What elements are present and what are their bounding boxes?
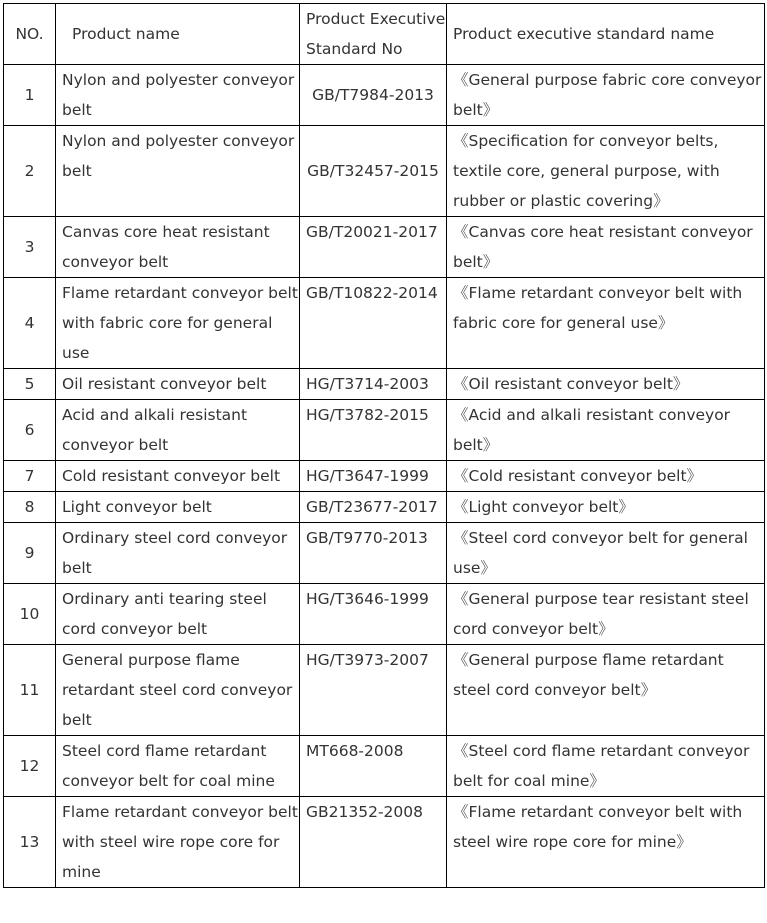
table-row — [4, 65, 765, 126]
row-no: 11 — [4, 645, 56, 736]
table-row — [4, 461, 765, 492]
row-no: 9 — [4, 523, 56, 584]
row-standard-name: 《Specification for conveyor belts, textile core, general purpose, with rubber or plastic covering》 — [447, 126, 765, 217]
row-standard-name: 《General purpose tear resistant steel cord conveyor belt》 — [447, 584, 765, 645]
row-no: 5 — [4, 369, 56, 400]
header-standard-name: Product executive standard name — [447, 4, 765, 65]
row-standard-no: MT668-2008 — [300, 736, 447, 797]
row-standard-name: 《General purpose fabric core conveyor belt》 — [447, 65, 765, 126]
row-standard-no: GB21352-2008 — [300, 797, 447, 888]
row-standard-name: 《Flame retardant conveyor belt with fabric core for general use》 — [447, 278, 765, 369]
header-product-name: Product name — [56, 4, 300, 65]
header-standard-no: Product Executive Standard No — [300, 4, 447, 65]
row-no: 12 — [4, 736, 56, 797]
row-standard-no: HG/T3973-2007 — [300, 645, 447, 736]
table-row — [4, 492, 765, 523]
row-product-name: General purpose flame retardant steel cord conveyor belt — [56, 645, 300, 736]
table-row — [4, 400, 765, 461]
row-no: 10 — [4, 584, 56, 645]
table-row — [4, 369, 765, 400]
row-product-name: Acid and alkali resistant conveyor belt — [56, 400, 300, 461]
row-standard-no: GB/T23677-2017 — [300, 492, 447, 523]
row-product-name: Canvas core heat resistant conveyor belt — [56, 217, 300, 278]
row-product-name: Ordinary anti tearing steel cord conveyor belt — [56, 584, 300, 645]
row-standard-no: GB/T32457-2015 — [300, 126, 447, 217]
table-row — [4, 278, 765, 369]
row-standard-no: GB/T20021-2017 — [300, 217, 447, 278]
row-product-name: Nylon and polyester conveyor belt — [56, 126, 300, 217]
row-standard-name: 《Light conveyor belt》 — [447, 492, 765, 523]
row-standard-no: HG/T3647-1999 — [300, 461, 447, 492]
row-standard-no: GB/T9770-2013 — [300, 523, 447, 584]
row-product-name: Flame retardant conveyor belt with steel wire rope core for mine — [56, 797, 300, 888]
standards-table — [3, 3, 765, 888]
row-product-name: Oil resistant conveyor belt — [56, 369, 300, 400]
row-product-name: Cold resistant conveyor belt — [56, 461, 300, 492]
row-standard-name: 《Flame retardant conveyor belt with steel wire rope core for mine》 — [447, 797, 765, 888]
row-standard-no: HG/T3714-2003 — [300, 369, 447, 400]
row-product-name: Ordinary steel cord conveyor belt — [56, 523, 300, 584]
row-no: 2 — [4, 126, 56, 217]
row-no: 13 — [4, 797, 56, 888]
row-standard-no: HG/T3646-1999 — [300, 584, 447, 645]
header-no: NO. — [4, 4, 56, 65]
row-standard-no: GB/T7984-2013 — [300, 65, 447, 126]
table-row — [4, 736, 765, 797]
table-row — [4, 217, 765, 278]
row-product-name: Steel cord flame retardant conveyor belt for coal mine — [56, 736, 300, 797]
row-standard-name: 《Steel cord conveyor belt for general use》 — [447, 523, 765, 584]
row-standard-name: 《Acid and alkali resistant conveyor belt》 — [447, 400, 765, 461]
table-row — [4, 645, 765, 736]
row-standard-name: 《Steel cord flame retardant conveyor belt for coal mine》 — [447, 736, 765, 797]
row-standard-name: 《Cold resistant conveyor belt》 — [447, 461, 765, 492]
table-row — [4, 523, 765, 584]
row-no: 6 — [4, 400, 56, 461]
table-row — [4, 584, 765, 645]
row-standard-no: HG/T3782-2015 — [300, 400, 447, 461]
table-header-row — [4, 4, 765, 65]
row-standard-no: GB/T10822-2014 — [300, 278, 447, 369]
row-product-name: Light conveyor belt — [56, 492, 300, 523]
row-no: 8 — [4, 492, 56, 523]
table-row — [4, 126, 765, 217]
row-standard-name: 《Canvas core heat resistant conveyor belt》 — [447, 217, 765, 278]
table-row — [4, 797, 765, 888]
row-no: 1 — [4, 65, 56, 126]
row-standard-name: 《General purpose flame retardant steel cord conveyor belt》 — [447, 645, 765, 736]
row-no: 3 — [4, 217, 56, 278]
row-no: 4 — [4, 278, 56, 369]
row-product-name: Flame retardant conveyor belt with fabric core for general use — [56, 278, 300, 369]
row-standard-name: 《Oil resistant conveyor belt》 — [447, 369, 765, 400]
row-no: 7 — [4, 461, 56, 492]
row-product-name: Nylon and polyester conveyor belt — [56, 65, 300, 126]
